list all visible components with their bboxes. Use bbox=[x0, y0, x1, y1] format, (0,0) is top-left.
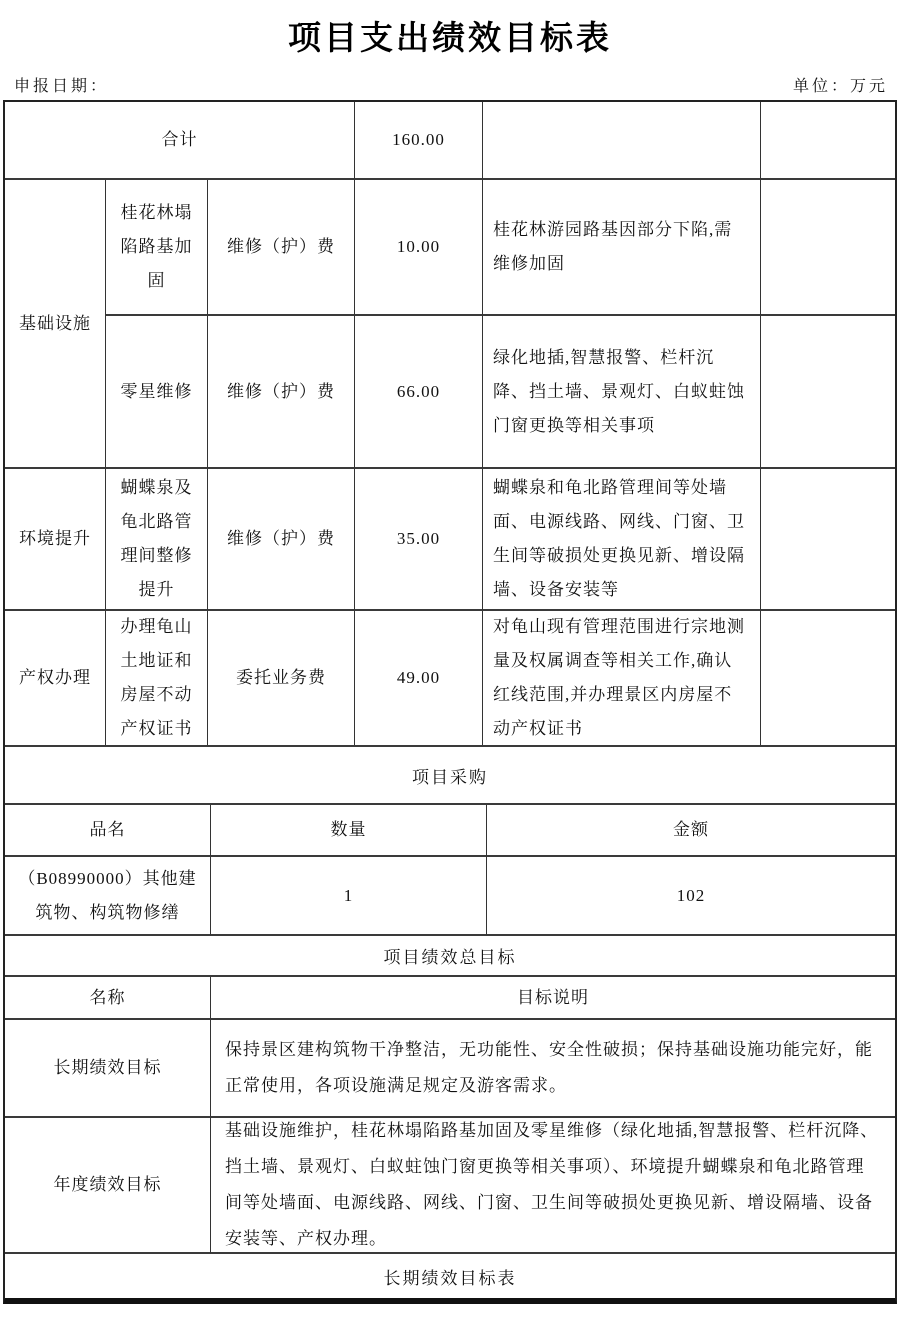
goal-description-cell-longterm: 保持景区建构筑物干净整洁，无功能性、安全性破损；保持基础设施功能完好，能正常使用，各项设施满足规定及游客需求。 bbox=[211, 1020, 895, 1118]
project-cell: 办理龟山土地证和房屋不动产权证书 bbox=[106, 611, 208, 745]
project-cell: 桂花林塌陷路基加固 bbox=[106, 180, 208, 316]
longterm-goal-table-section-title: 长期绩效目标表 bbox=[383, 1268, 517, 1288]
procurement-table bbox=[5, 805, 895, 936]
goal-name-cell-annual: 年度绩效目标 bbox=[5, 1118, 211, 1254]
unit-label: 单位：万元 bbox=[792, 78, 888, 95]
declare-date-label: 申报日期： bbox=[14, 78, 110, 95]
expense-table bbox=[5, 102, 895, 745]
page-title: 项目支出绩效目标表 bbox=[288, 21, 612, 57]
amount-cell: 49.00 bbox=[355, 611, 483, 745]
empty-cell bbox=[761, 180, 895, 316]
total-label-cell: 合计 bbox=[5, 102, 355, 180]
empty-cell bbox=[761, 611, 895, 745]
column-header-goal-description: 目标说明 bbox=[211, 977, 895, 1020]
amount-cell: 10.00 bbox=[355, 180, 483, 316]
category-cell-infrastructure: 基础设施 bbox=[5, 180, 106, 469]
column-header-amount: 金额 bbox=[487, 805, 895, 857]
expense-type-cell: 维修（护）费 bbox=[208, 316, 355, 469]
category-cell-environment: 环境提升 bbox=[5, 469, 106, 611]
column-header-goal-name: 名称 bbox=[5, 977, 211, 1020]
expense-type-cell: 维修（护）费 bbox=[208, 180, 355, 316]
meta-row bbox=[0, 59, 900, 100]
performance-target-table bbox=[3, 100, 897, 1304]
description-cell: 蝴蝶泉和龟北路管理间等处墙面、电源线路、网线、门窗、卫生间等破损处更换见新、增设隔墙、设备安装等 bbox=[483, 469, 761, 611]
goals-table bbox=[5, 977, 895, 1254]
goal-description-cell-annual: 基础设施维护，桂花林塌陷路基加固及零星维修（绿化地插,智慧报警、栏杆沉降、挡土墙、景观灯、白蚁蛀蚀门窗更换等相关事项）、环境提升蝴蝶泉和龟北路管理间等处墙面、电源线路、网线、门窗、卫生间等破损处更换见新、增设隔墙、设备安装等、产权办理。 bbox=[211, 1118, 895, 1254]
expense-type-cell: 委托业务费 bbox=[208, 611, 355, 745]
column-header-quantity: 数量 bbox=[211, 805, 487, 857]
amount-cell: 66.00 bbox=[355, 316, 483, 469]
description-cell: 对龟山现有管理范围进行宗地测量及权属调查等相关工作,确认红线范围,并办理景区内房屋不动产权证书 bbox=[483, 611, 761, 745]
empty-cell bbox=[761, 316, 895, 469]
total-amount-cell: 160.00 bbox=[355, 102, 483, 180]
empty-cell bbox=[483, 102, 761, 180]
purchase-amount-cell: 102 bbox=[487, 857, 895, 936]
description-cell: 桂花林游园路基因部分下陷,需维修加固 bbox=[483, 180, 761, 316]
description-cell: 绿化地插,智慧报警、栏杆沉降、挡土墙、景观灯、白蚁蛀蚀门窗更换等相关事项 bbox=[483, 316, 761, 469]
amount-cell: 35.00 bbox=[355, 469, 483, 611]
goal-name-cell-longterm: 长期绩效目标 bbox=[5, 1020, 211, 1118]
expense-type-cell: 维修（护）费 bbox=[208, 469, 355, 611]
empty-cell bbox=[761, 469, 895, 611]
purchase-name-cell: （B08990000）其他建筑物、构筑物修缮 bbox=[5, 857, 211, 936]
column-header-name: 品名 bbox=[5, 805, 211, 857]
procurement-section-title: 项目采购 bbox=[5, 745, 895, 805]
project-cell: 零星维修 bbox=[106, 316, 208, 469]
empty-cell bbox=[761, 102, 895, 180]
purchase-quantity-cell: 1 bbox=[211, 857, 487, 936]
category-cell-property: 产权办理 bbox=[5, 611, 106, 745]
project-cell: 蝴蝶泉及龟北路管理间整修提升 bbox=[106, 469, 208, 611]
overall-goal-section-title: 项目绩效总目标 bbox=[5, 936, 895, 977]
